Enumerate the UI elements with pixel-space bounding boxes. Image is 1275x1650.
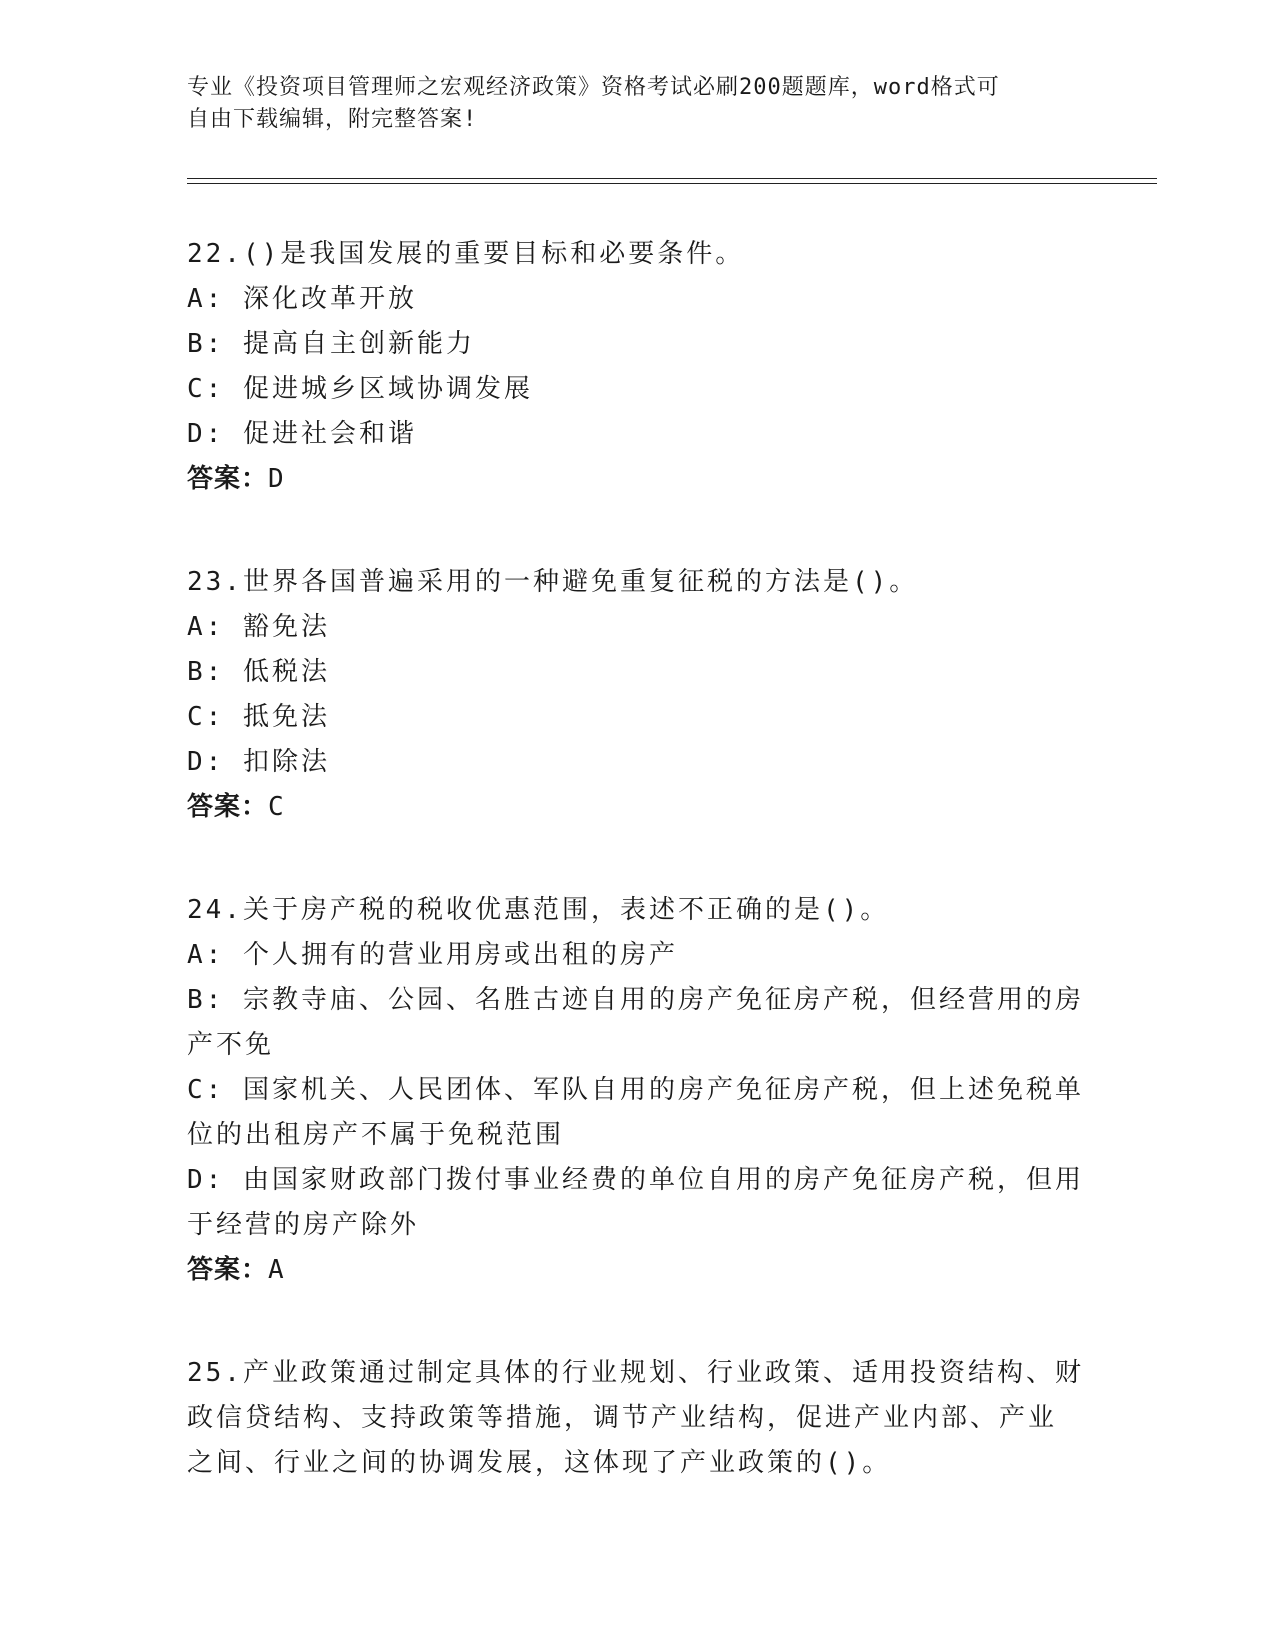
option-line: 产不免 [187, 1030, 275, 1060]
answer-line [187, 785, 1087, 830]
option-line: D: 由国家财政部门拨付事业经费的单位自用的房产免征房产税，但用 [187, 1165, 1084, 1195]
question-block [187, 888, 1087, 1293]
answer-line [187, 457, 1087, 502]
option-line: B: 宗教寺庙、公园、名胜古迹自用的房产免征房产税，但经营用的房 [187, 985, 1084, 1015]
option-line: B: 低税法 [187, 657, 330, 687]
option-line: A: 个人拥有的营业用房或出租的房产 [187, 940, 678, 970]
question-stem-line: 23.世界各国普遍采用的一种避免重复征税的方法是()。 [187, 567, 919, 597]
option-line: 位的出租房产不属于免税范围 [187, 1120, 565, 1150]
header-divider [187, 178, 1157, 184]
option-line: C: 抵免法 [187, 702, 330, 732]
question-block [187, 1351, 1087, 1486]
option-line: A: 深化改革开放 [187, 284, 417, 314]
question-list [187, 232, 1087, 1544]
header-line-2: 自由下载编辑，附完整答案! [187, 107, 478, 132]
question-stem-line: 22.()是我国发展的重要目标和必要条件。 [187, 239, 745, 269]
answer-label: 答案： [187, 464, 269, 494]
option-line: B: 提高自主创新能力 [187, 329, 475, 359]
question-stem-line: 24.关于房产税的税收优惠范围，表述不正确的是()。 [187, 895, 890, 925]
answer-value: C [268, 792, 285, 822]
answer-value: A [268, 1255, 285, 1285]
option-line: 于经营的房产除外 [187, 1210, 420, 1240]
question-block [187, 560, 1087, 830]
option-line: A: 豁免法 [187, 612, 330, 642]
option-line: D: 扣除法 [187, 747, 330, 777]
question-stem-line: 之间、行业之间的协调发展，这体现了产业政策的()。 [187, 1448, 892, 1478]
option-line: D: 促进社会和谐 [187, 419, 417, 449]
question-stem-line: 25.产业政策通过制定具体的行业规划、行业政策、适用投资结构、财 [187, 1358, 1084, 1388]
question-stem-line: 政信贷结构、支持政策等措施，调节产业结构，促进产业内部、产业 [187, 1403, 1058, 1433]
header-line-1: 专业《投资项目管理师之宏观经济政策》资格考试必刷200题题库，word格式可 [187, 75, 1000, 100]
question-block [187, 232, 1087, 502]
answer-line [187, 1248, 1087, 1293]
option-line: C: 国家机关、人民团体、军队自用的房产免征房产税，但上述免税单 [187, 1075, 1084, 1105]
document-header [187, 72, 1067, 136]
answer-value: D [268, 464, 285, 494]
option-line: C: 促进城乡区域协调发展 [187, 374, 533, 404]
answer-label: 答案： [187, 792, 269, 822]
answer-label: 答案： [187, 1255, 269, 1285]
